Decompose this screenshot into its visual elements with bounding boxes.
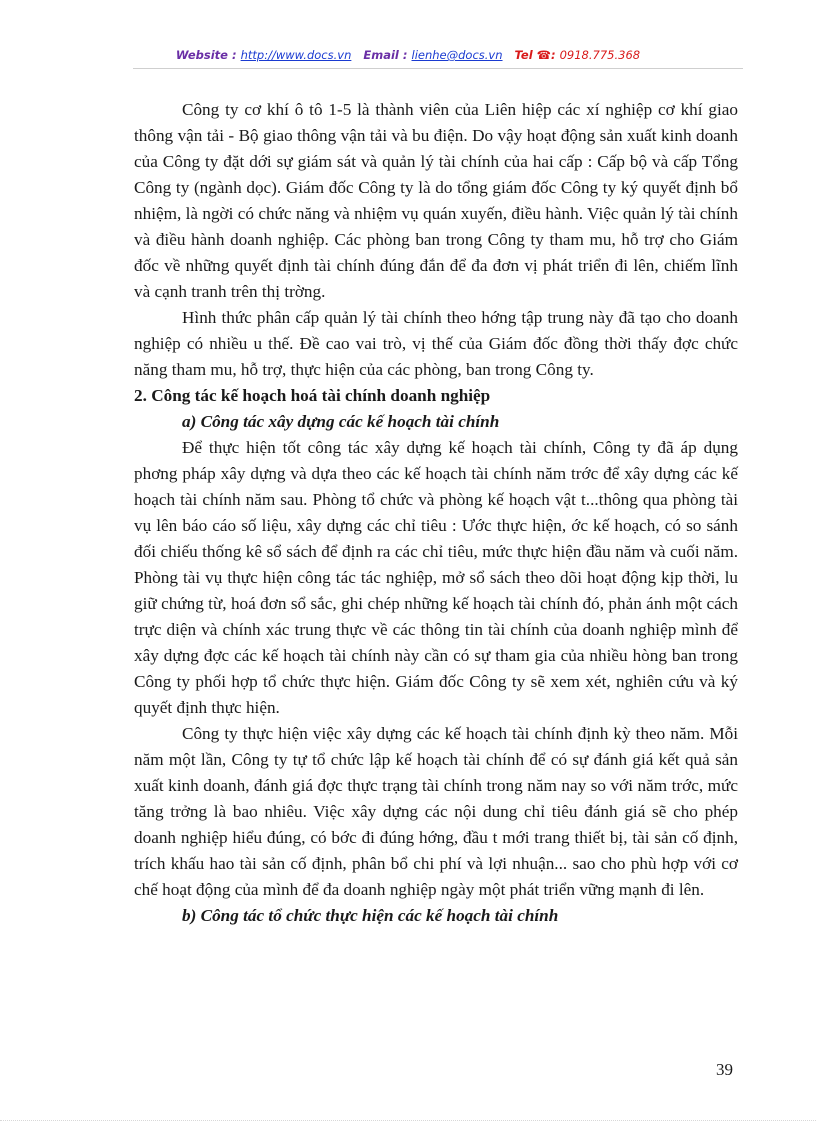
subsection-heading-a: a) Công tác xây dựng các kế hoạch tài chính [182, 412, 500, 431]
document-body [134, 97, 738, 929]
subsection-heading-b: b) Công tác tổ chức thực hiện các kế hoạch tài chính [182, 906, 559, 925]
footer-divider [0, 1120, 816, 1121]
phone-label: Tel ☎: [514, 48, 556, 62]
paragraph-2: Hình thức phân cấp quản lý tài chính theo hớng tập trung này đã tạo cho doanh nghiệp có nhiều u thế. Đề cao vai trò, vị thế của Giám đốc đồng thời thấy đợc chức năng tham mu, hỗ trợ, thực hiện của các phòng, ban trong Công ty. [134, 308, 738, 379]
section-heading: 2. Công tác kế hoạch hoá tài chính doanh nghiệp [134, 386, 491, 405]
email-label: Email : [363, 48, 408, 62]
paragraph-4: Công ty thực hiện việc xây dựng các kế hoạch tài chính định kỳ theo năm. Mỗi năm một lần, Công ty tự tổ chức lập kế hoạch tài chính để có sự đánh giá kết quả sản xuất kinh doanh, đánh giá đợc thực trạng tài chính trong năm nay so với năm trớc, mức tăng trởng là bao nhiêu. Việc xây dựng các nội dung chỉ tiêu đánh giá sẽ cho phép doanh nghiệp hiểu đúng, có bớc đi đúng hớng, đầu t mới trang thiết bị, tài sản cố định, trích khấu hao tài sản cố định, phân bổ chi phí và lợi nhuận... sao cho phù hợp với cơ chế hoạt động của mình để đa doanh nghiệp ngày một phát triển vững mạnh đi lên. [134, 724, 738, 899]
website-link[interactable]: http://www.docs.vn [240, 48, 352, 62]
page-header [0, 48, 816, 62]
email-link[interactable]: lienhe@docs.vn [411, 48, 503, 62]
phone-number: 0918.775.368 [559, 48, 641, 62]
website-label: Website : [175, 48, 237, 62]
page-number: 39 [716, 1060, 733, 1079]
header-divider [133, 68, 743, 69]
paragraph-1: Công ty cơ khí ô tô 1-5 là thành viên của Liên hiệp các xí nghiệp cơ khí giao thông vận tải - Bộ giao thông vận tải và bu điện. Do vậy hoạt động sản xuất kinh doanh của Công ty đặt dới sự giám sát và quản lý tài chính của hai cấp : Cấp bộ và cấp Tổng Công ty (ngành dọc). Giám đốc Công ty là do tổng giám đốc Công ty ký quyết định bổ nhiệm, là ngời có chức năng và nhiệm vụ quán xuyến, điều hành. Việc quản lý tài chính và điều hành doanh nghiệp. Các phòng ban trong Công ty tham mu, hỗ trợ cho Giám đốc về những quyết định tài chính đúng đắn để đa đơn vị phát triển đi lên, chiếm lĩnh và cạnh tranh trên thị trờng. [134, 100, 738, 301]
paragraph-3: Để thực hiện tốt công tác xây dựng kế hoạch tài chính, Công ty đã áp dụng phơng pháp xây dựng và dựa theo các kế hoạch tài chính năm trớc để xây dựng các kế hoạch tài chính năm sau. Phòng tổ chức và phòng kế hoạch vật t...thông qua phòng tài vụ lên báo cáo số liệu, xây dựng các chỉ tiêu : Ước thực hiện, ớc kế hoạch, có so sánh đối chiếu thống kê sổ sách để định ra các chỉ tiêu, mức thực hiện đầu năm và cuối năm. Phòng tài vụ thực hiện công tác tác nghiệp, mở sổ sách theo dõi hoạt động kịp thời, lu giữ chứng từ, hoá đơn sổ sắc, ghi chép những kế hoạch tài chính đó, phản ánh một cách trực diện và chính xác trung thực về các thông tin tài chính của doanh nghiệp mình để xây dựng đợc các kế hoạch tài chính này cần có sự tham gia của nhiều hòng ban trong Công ty phối hợp tổ chức thực hiện. Giám đốc Công ty sẽ xem xét, nghiên cứu và ký quyết định thực hiện. [134, 438, 738, 717]
